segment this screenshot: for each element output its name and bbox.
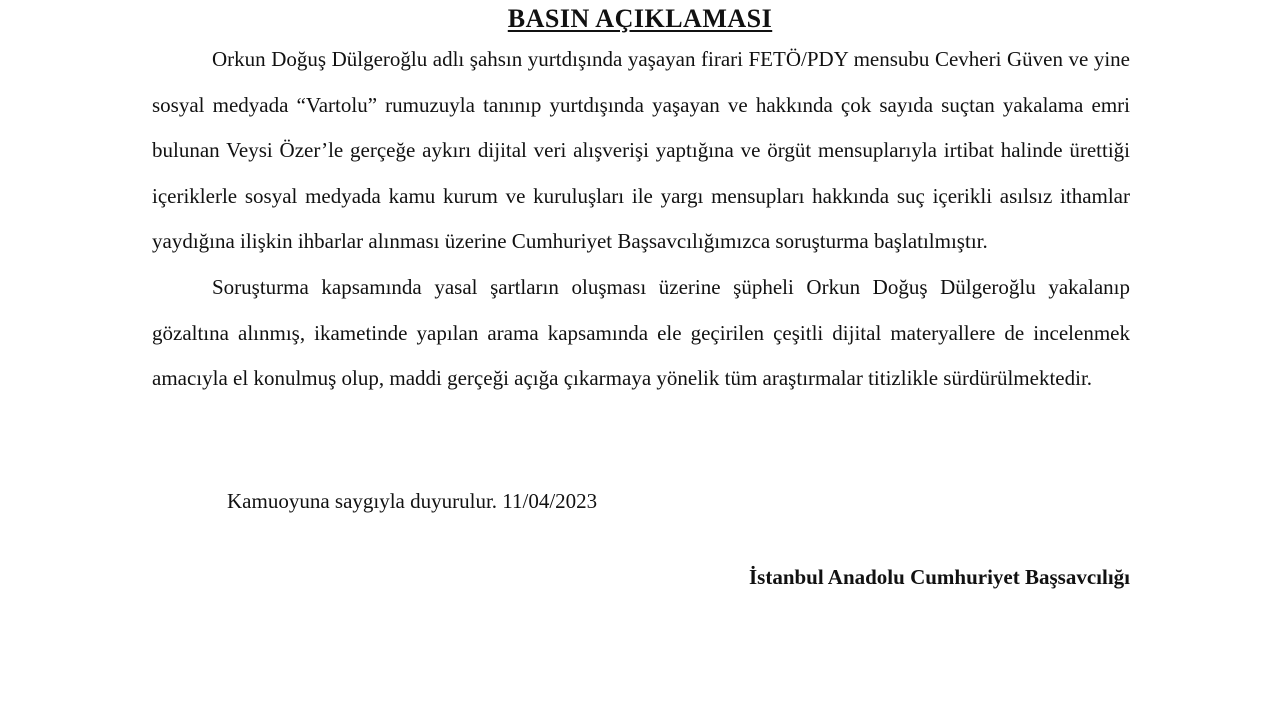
closing-line: Kamuoyuna saygıyla duyurulur. 11/04/2023	[227, 489, 598, 513]
document-title: BASIN AÇIKLAMASI	[507, 4, 773, 33]
document-body	[152, 37, 1130, 402]
paragraph-2: Soruşturma kapsamında yasal şartların oluşması üzerine şüpheli Orkun Doğuş Dülgeroğlu yakalanıp gözaltına alınmış, ikametinde yapılan arama kapsamında ele geçirilen çeşitli dijital materyallere de incelenmek amacıyla el konulmuş olup, maddi gerçeği açığa çıkarmaya yönelik tüm araştırmalar titizlikle sürdürülmektedir.	[152, 274, 1130, 391]
paragraph-1: Orkun Doğuş Dülgeroğlu adlı şahsın yurtdışında yaşayan firari FETÖ/PDY mensubu Cevheri Güven ve yine sosyal medyada “Vartolu” rumuzuyla tanınıp yurtdışında yaşayan ve hakkında çok sayıda suçtan yakalama emri bulunan Veysi Özer’le gerçeğe aykırı dijital veri alışverişi yaptığına ve örgüt mensuplarıyla irtibat halinde ürettiği içeriklerle sosyal medyada kamu kurum ve kuruluşları ile yargı mensupları hakkında suç içerikli asılsız ithamlar yaydığına ilişkin ihbarlar alınması üzerine Cumhuriyet Başsavcılığımızca soruşturma başlatılmıştır.	[152, 47, 1130, 254]
signature-office: İstanbul Anadolu Cumhuriyet Başsavcılığı	[748, 565, 1130, 589]
